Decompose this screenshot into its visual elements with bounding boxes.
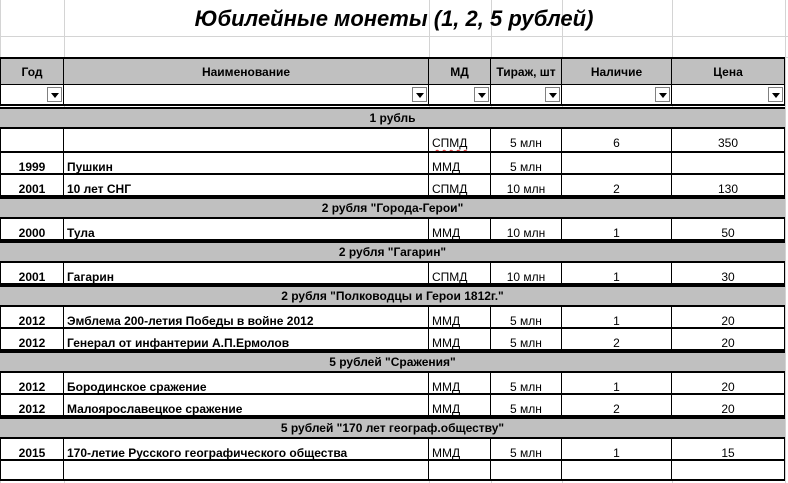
table-cell-year xyxy=(0,129,64,153)
table-cell-price: 50 xyxy=(672,219,785,241)
table-cell-stock: 1 xyxy=(562,439,672,461)
table-cell-mint: СПМД xyxy=(429,175,491,197)
empty-cell xyxy=(672,461,785,481)
filter-cell-mint xyxy=(429,85,491,106)
table-cell-year: 2012 xyxy=(0,329,64,351)
table-cell-mint: ММД xyxy=(429,373,491,395)
table-cell-year: 2015 xyxy=(0,439,64,461)
table-cell-price: 20 xyxy=(672,373,785,395)
table-cell-name: Малоярославецкое сражение xyxy=(64,395,429,417)
table-cell-name: Тула xyxy=(64,219,429,241)
filter-cell-price xyxy=(672,85,785,106)
table-cell-mintage: 5 млн xyxy=(491,329,562,351)
table-cell-name: Эмблема 200-летия Победы в войне 2012 xyxy=(64,307,429,329)
section-header: 1 рубль xyxy=(0,107,785,129)
table-cell-price: 350 xyxy=(672,129,785,153)
gridline xyxy=(785,0,786,483)
column-header-name: Наименование xyxy=(64,57,429,85)
table-cell-stock: 1 xyxy=(562,373,672,395)
gridline xyxy=(0,36,788,37)
filter-dropdown-button[interactable] xyxy=(412,87,427,102)
empty-cell xyxy=(491,461,562,481)
table-cell-price: 130 xyxy=(672,175,785,197)
table-cell-price: 20 xyxy=(672,329,785,351)
table-cell-price xyxy=(672,153,785,175)
table-cell-mint: ММД xyxy=(429,307,491,329)
column-header-year: Год xyxy=(0,57,64,85)
filter-cell-name xyxy=(64,85,429,106)
column-header-mint: МД xyxy=(429,57,491,85)
empty-cell xyxy=(64,461,429,481)
table-cell-price: 20 xyxy=(672,395,785,417)
filter-dropdown-button[interactable] xyxy=(768,87,783,102)
table-cell-year: 1999 xyxy=(0,153,64,175)
table-cell-mintage: 5 млн xyxy=(491,373,562,395)
table-cell-mintage: 5 млн xyxy=(491,153,562,175)
filter-dropdown-button[interactable] xyxy=(47,87,62,102)
table-cell-price: 15 xyxy=(672,439,785,461)
table-cell-mint: ММД xyxy=(429,329,491,351)
section-header: 2 рубля "Города-Герои" xyxy=(0,197,785,219)
filter-cell-mintage xyxy=(491,85,562,106)
filter-dropdown-button[interactable] xyxy=(474,87,489,102)
table-cell-price: 20 xyxy=(672,307,785,329)
table-cell-mintage: 10 млн xyxy=(491,263,562,285)
table-cell-year: 2001 xyxy=(0,263,64,285)
table-cell-name: 10 лет СНГ xyxy=(64,175,429,197)
filter-cell-stock xyxy=(562,85,672,106)
table-cell-mint: ММД xyxy=(429,439,491,461)
table-cell-year: 2012 xyxy=(0,395,64,417)
table-cell-mint: ММД xyxy=(429,395,491,417)
table-cell-name: Генерал от инфантерии А.П.Ермолов xyxy=(64,329,429,351)
filter-cell-year xyxy=(0,85,64,106)
table-cell-mintage: 10 млн xyxy=(491,219,562,241)
section-header: 5 рублей "Сражения" xyxy=(0,351,785,373)
table-cell-stock: 6 xyxy=(562,129,672,153)
table-cell-stock: 1 xyxy=(562,263,672,285)
section-header: 2 рубля "Полководцы и Герои 1812г." xyxy=(0,285,785,307)
table-cell-mintage: 5 млн xyxy=(491,395,562,417)
filter-dropdown-button[interactable] xyxy=(545,87,560,102)
table-cell-mintage: 5 млн xyxy=(491,439,562,461)
filter-dropdown-button[interactable] xyxy=(655,87,670,102)
column-header-price: Цена xyxy=(672,57,785,85)
section-header: 5 рублей "170 лет географ.обществу" xyxy=(0,417,785,439)
table-cell-year: 2000 xyxy=(0,219,64,241)
table-cell-name: Бородинское сражение xyxy=(64,373,429,395)
empty-cell xyxy=(0,461,64,481)
table-cell-name: Гагарин xyxy=(64,263,429,285)
table-cell-mintage: 5 млн xyxy=(491,307,562,329)
table-cell-mintage: 10 млн xyxy=(491,175,562,197)
table-cell-stock: 2 xyxy=(562,395,672,417)
column-header-mintage: Тираж, шт xyxy=(491,57,562,85)
table-cell-year: 2012 xyxy=(0,307,64,329)
table-cell-stock xyxy=(562,153,672,175)
table-cell-mintage: 5 млн xyxy=(491,129,562,153)
section-header: 2 рубля "Гагарин" xyxy=(0,241,785,263)
empty-cell xyxy=(429,461,491,481)
table-cell-name xyxy=(64,129,429,153)
empty-cell xyxy=(562,461,672,481)
table-cell-year: 2001 xyxy=(0,175,64,197)
column-header-stock: Наличие xyxy=(562,57,672,85)
table-cell-price: 30 xyxy=(672,263,785,285)
table-cell-stock: 2 xyxy=(562,329,672,351)
table-cell-mint: ММД xyxy=(429,153,491,175)
table-cell-stock: 1 xyxy=(562,307,672,329)
table-cell-mint: СПМД xyxy=(429,263,491,285)
table-cell-mint: СПМД xyxy=(429,129,491,153)
table-cell-name: Пушкин xyxy=(64,153,429,175)
table-cell-stock: 2 xyxy=(562,175,672,197)
table-cell-name: 170-летие Русского географического общества xyxy=(64,439,429,461)
table-cell-stock: 1 xyxy=(562,219,672,241)
table-cell-mint: ММД xyxy=(429,219,491,241)
table-cell-year: 2012 xyxy=(0,373,64,395)
page-title: Юбилейные монеты (1, 2, 5 рублей) xyxy=(194,6,594,31)
